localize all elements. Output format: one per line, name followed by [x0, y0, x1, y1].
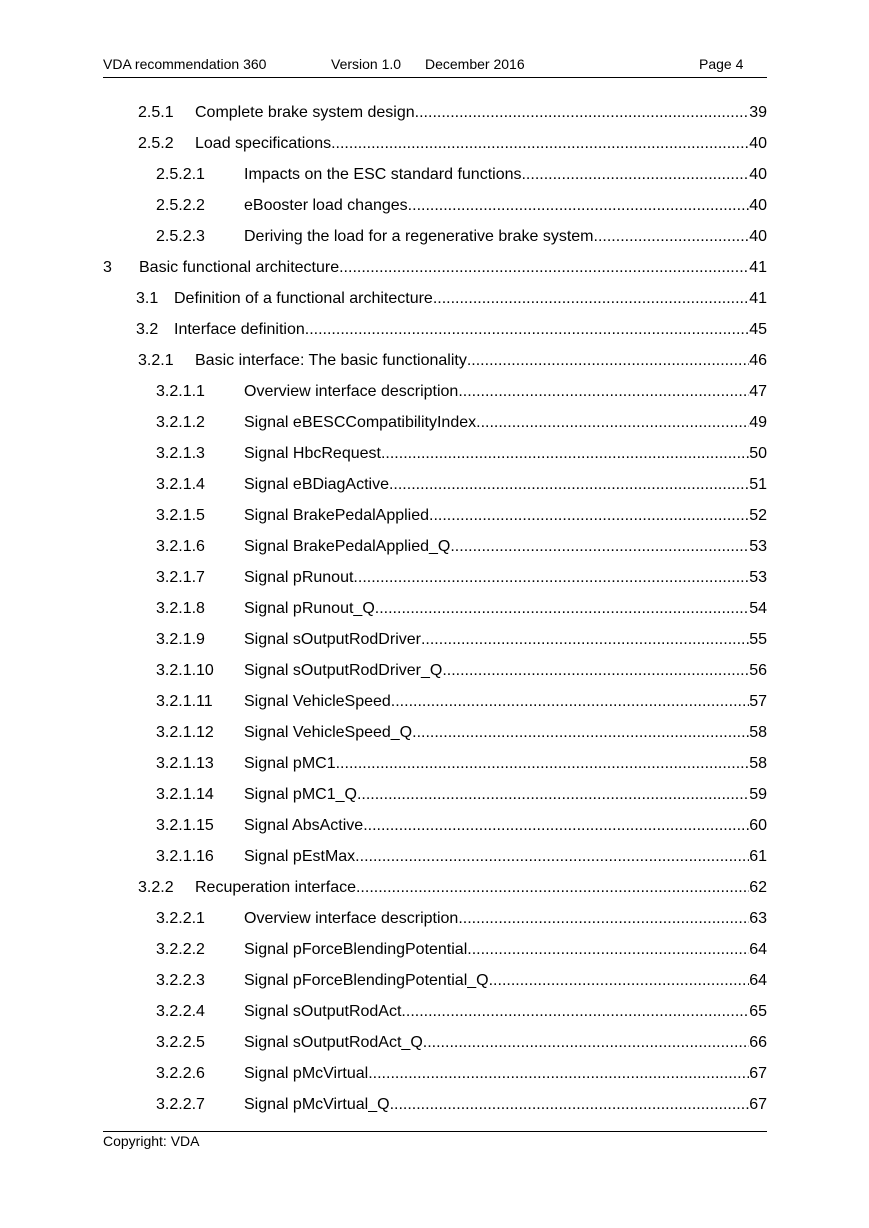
toc-entry[interactable] — [156, 593, 767, 624]
toc-entry-page: 49 — [749, 413, 767, 431]
toc-entry-title-wrap — [244, 538, 749, 556]
toc-entry-title: Interface definition — [174, 320, 305, 338]
toc-entry-page: 39 — [749, 103, 767, 121]
toc-entry-page: 46 — [749, 351, 767, 369]
toc-dot-leader — [489, 972, 750, 990]
toc-entry-page: 47 — [749, 382, 767, 400]
toc-entry-title: Signal pForceBlendingPotential_Q — [244, 971, 489, 989]
toc-entry[interactable] — [156, 500, 767, 531]
toc-dot-leader — [521, 166, 749, 184]
toc-entry-number: 2.5.2.1 — [156, 165, 205, 183]
toc-entry-title-wrap — [244, 1003, 749, 1021]
toc-entry-page: 53 — [749, 537, 767, 555]
toc-entry-title-wrap — [244, 476, 749, 494]
toc-entry-page: 61 — [749, 847, 767, 865]
toc-dot-leader — [421, 631, 749, 649]
toc-entry-number: 3.2.1.14 — [156, 785, 214, 803]
toc-dot-leader — [450, 538, 749, 556]
toc-entry-number: 3 — [103, 258, 112, 276]
toc-entry-number: 3.2.1.10 — [156, 661, 214, 679]
toc-entry-number: 3.2.2.2 — [156, 940, 205, 958]
toc-entry-title: Signal pMcVirtual_Q — [244, 1095, 390, 1113]
toc-dot-leader — [415, 104, 750, 122]
toc-entry-title-wrap — [244, 1034, 749, 1052]
toc-entry-page: 41 — [749, 258, 767, 276]
toc-entry[interactable] — [156, 531, 767, 562]
toc-entry-title-wrap — [244, 848, 749, 866]
toc-entry-title: Signal pForceBlendingPotential — [244, 940, 468, 958]
toc-entry-title-wrap — [244, 941, 749, 959]
footer-copyright: Copyright: VDA — [103, 1133, 200, 1149]
toc-dot-leader — [363, 817, 749, 835]
toc-entry-number: 3.2.1.6 — [156, 537, 205, 555]
toc-entry-title: Signal VehicleSpeed — [244, 692, 391, 710]
toc-dot-leader — [368, 1065, 749, 1083]
toc-entry-number: 3.2.2.4 — [156, 1002, 205, 1020]
toc-entry[interactable] — [156, 996, 767, 1027]
toc-entry-title: Signal pRunout_Q — [244, 599, 375, 617]
toc-entry-number: 2.5.2.2 — [156, 196, 205, 214]
toc-entry-page: 58 — [749, 754, 767, 772]
toc-dot-leader — [389, 476, 749, 494]
toc-entry-number: 3.2.2.6 — [156, 1064, 205, 1082]
toc-entry-title: Definition of a functional architecture — [174, 289, 433, 307]
toc-entry[interactable] — [156, 159, 767, 190]
toc-entry-title: Deriving the load for a regenerative brake system — [244, 227, 594, 245]
toc-entry[interactable] — [138, 872, 767, 903]
toc-entry-number: 3.2.1.9 — [156, 630, 205, 648]
header-document-title: VDA recommendation 360 — [103, 56, 267, 72]
toc-entry-page: 59 — [749, 785, 767, 803]
toc-entry-title: Signal pMC1_Q — [244, 785, 357, 803]
header-date: December 2016 — [425, 56, 525, 72]
toc-entry-title: Signal sOutputRodDriver — [244, 630, 421, 648]
toc-entry-page: 64 — [749, 940, 767, 958]
toc-entry-title: Complete brake system design — [195, 103, 415, 121]
header-page-number: Page 4 — [699, 56, 744, 72]
toc-entry[interactable] — [156, 934, 767, 965]
toc-dot-leader — [423, 1034, 749, 1052]
toc-entry-title-wrap — [244, 600, 749, 618]
header-rule — [103, 77, 767, 78]
toc-entry-title: Signal HbcRequest — [244, 444, 381, 462]
toc-entry[interactable] — [156, 624, 767, 655]
toc-entry[interactable] — [156, 221, 767, 252]
toc-entry[interactable] — [138, 345, 767, 376]
toc-entry-title: Signal eBDiagActive — [244, 475, 389, 493]
toc-entry-page: 40 — [749, 165, 767, 183]
toc-dot-leader — [412, 724, 749, 742]
toc-entry[interactable] — [156, 407, 767, 438]
toc-dot-leader — [467, 941, 749, 959]
toc-entry[interactable] — [156, 841, 767, 872]
toc-entry-title: eBooster load changes — [244, 196, 408, 214]
toc-entry-page: 60 — [749, 816, 767, 834]
toc-entry-title: Impacts on the ESC standard functions — [244, 165, 522, 183]
toc-entry-page: 58 — [749, 723, 767, 741]
toc-entry-page: 54 — [749, 599, 767, 617]
toc-entry[interactable] — [103, 252, 767, 283]
toc-entry-number: 3.2.2.3 — [156, 971, 205, 989]
toc-entry[interactable] — [138, 128, 767, 159]
toc-entry-page: 67 — [749, 1064, 767, 1082]
toc-entry-title: Signal pMcVirtual — [244, 1064, 369, 1082]
toc-entry-title-wrap — [174, 290, 749, 308]
toc-entry-number: 3.2.1.2 — [156, 413, 205, 431]
toc-entry-title-wrap — [244, 662, 749, 680]
toc-entry-title-wrap — [244, 817, 749, 835]
toc-entry-title: Recuperation interface — [195, 878, 356, 896]
toc-entry-title-wrap — [244, 693, 749, 711]
toc-entry-page: 63 — [749, 909, 767, 927]
toc-entry-number: 3.2.1.15 — [156, 816, 214, 834]
toc-entry-number: 3.2.1.11 — [156, 692, 213, 710]
toc-entry-page: 45 — [749, 320, 767, 338]
toc-entry-title-wrap — [244, 445, 749, 463]
toc-dot-leader — [353, 569, 749, 587]
toc-entry-number: 3.1 — [136, 289, 159, 307]
toc-entry-number: 3.2.1.4 — [156, 475, 205, 493]
toc-entry-number: 3.2.1.7 — [156, 568, 205, 586]
toc-entry-page: 53 — [749, 568, 767, 586]
toc-dot-leader — [458, 383, 749, 401]
toc-dot-leader — [433, 290, 749, 308]
toc-dot-leader — [339, 259, 749, 277]
toc-entry[interactable] — [156, 717, 767, 748]
toc-entry[interactable] — [156, 1058, 767, 1089]
toc-entry[interactable] — [138, 97, 767, 128]
toc-dot-leader — [355, 848, 749, 866]
toc-entry-number: 3.2.1.5 — [156, 506, 205, 524]
toc-dot-leader — [467, 352, 749, 370]
toc-entry-title-wrap — [244, 1096, 749, 1114]
toc-entry-page: 40 — [749, 134, 767, 152]
toc-dot-leader — [356, 879, 749, 897]
toc-entry[interactable] — [156, 469, 767, 500]
toc-entry-title: Signal pRunout — [244, 568, 354, 586]
toc-dot-leader — [442, 662, 749, 680]
toc-entry-title-wrap — [139, 259, 749, 277]
toc-entry-number: 2.5.2.3 — [156, 227, 205, 245]
toc-entry[interactable] — [156, 779, 767, 810]
toc-entry-title-wrap — [244, 786, 749, 804]
toc-entry-page: 41 — [749, 289, 767, 307]
toc-dot-leader — [401, 1003, 749, 1021]
toc-entry[interactable] — [156, 748, 767, 779]
toc-entry-page: 62 — [749, 878, 767, 896]
footer-rule — [103, 1131, 767, 1132]
toc-dot-leader — [305, 321, 749, 339]
toc-dot-leader — [458, 910, 749, 928]
toc-entry-number: 3.2.2.5 — [156, 1033, 205, 1051]
toc-entry-page: 50 — [749, 444, 767, 462]
toc-entry[interactable] — [156, 1027, 767, 1058]
toc-entry-number: 3.2.1.1 — [156, 382, 205, 400]
toc-entry-title: Basic functional architecture — [139, 258, 340, 276]
toc-entry-page: 40 — [749, 196, 767, 214]
toc-entry-title-wrap — [244, 910, 749, 928]
toc-entry[interactable] — [136, 314, 767, 345]
toc-dot-leader — [594, 228, 750, 246]
toc-entry-title-wrap — [244, 507, 749, 525]
toc-entry-number: 3.2.1 — [138, 351, 174, 369]
toc-dot-leader — [476, 414, 749, 432]
toc-dot-leader — [391, 693, 749, 711]
toc-entry-page: 56 — [749, 661, 767, 679]
toc-entry-title: Signal VehicleSpeed_Q — [244, 723, 413, 741]
toc-dot-leader — [357, 786, 749, 804]
toc-entry-number: 3.2.1.13 — [156, 754, 214, 772]
toc-entry-title-wrap — [244, 972, 749, 990]
toc-entry[interactable] — [156, 903, 767, 934]
toc-entry[interactable] — [156, 965, 767, 996]
toc-entry-title-wrap — [244, 414, 749, 432]
toc-entry-number: 3.2 — [136, 320, 159, 338]
toc-dot-leader — [429, 507, 749, 525]
toc-dot-leader — [375, 600, 749, 618]
toc-entry-title-wrap — [195, 879, 749, 897]
toc-entry[interactable] — [156, 376, 767, 407]
toc-entry-page: 67 — [749, 1095, 767, 1113]
toc-entry-title: Signal sOutputRodAct_Q — [244, 1033, 423, 1051]
toc-entry-page: 51 — [749, 475, 767, 493]
toc-entry[interactable] — [156, 562, 767, 593]
toc-entry-title-wrap — [244, 569, 749, 587]
toc-entry-title-wrap — [195, 352, 749, 370]
toc-entry-number: 3.2.2.7 — [156, 1095, 205, 1113]
toc-entry-title: Signal BrakePedalApplied_Q — [244, 537, 451, 555]
toc-entry-title: Overview interface description — [244, 909, 459, 927]
toc-entry-title-wrap — [174, 321, 749, 339]
toc-dot-leader — [331, 135, 749, 153]
toc-entry-title-wrap — [244, 383, 749, 401]
toc-entry-number: 2.5.1 — [138, 103, 174, 121]
toc-entry[interactable] — [156, 438, 767, 469]
toc-entry-title: Signal sOutputRodAct — [244, 1002, 402, 1020]
toc-entry-title: Signal BrakePedalApplied — [244, 506, 430, 524]
toc-entry-title: Basic interface: The basic functionality — [195, 351, 467, 369]
toc-dot-leader — [390, 1096, 750, 1114]
toc-entry-title-wrap — [244, 1065, 749, 1083]
toc-entry[interactable] — [156, 190, 767, 221]
toc-entry-title-wrap — [244, 197, 749, 215]
toc-entry-page: 57 — [749, 692, 767, 710]
toc-entry-number: 3.2.2 — [138, 878, 174, 896]
toc-entry-title: Signal AbsActive — [244, 816, 364, 834]
toc-entry-number: 3.2.2.1 — [156, 909, 205, 927]
toc-entry-title-wrap — [244, 166, 749, 184]
toc-entry-number: 2.5.2 — [138, 134, 174, 152]
toc-entry-title-wrap — [244, 724, 749, 742]
toc-entry-title: Signal pMC1 — [244, 754, 336, 772]
toc-entry[interactable] — [156, 1089, 767, 1120]
toc-entry-title: Overview interface description — [244, 382, 459, 400]
toc-entry-title: Signal pEstMax — [244, 847, 356, 865]
toc-entry-title-wrap — [244, 755, 749, 773]
toc-entry-page: 64 — [749, 971, 767, 989]
toc-entry-number: 3.2.1.12 — [156, 723, 214, 741]
toc-entry[interactable] — [136, 283, 767, 314]
toc-entry-number: 3.2.1.16 — [156, 847, 214, 865]
toc-entry-title: Signal eBESCCompatibilityIndex — [244, 413, 477, 431]
toc-dot-leader — [336, 755, 750, 773]
toc-entry-title-wrap — [195, 135, 749, 153]
toc-entry-title-wrap — [244, 631, 749, 649]
toc-entry[interactable] — [156, 810, 767, 841]
toc-entry-title-wrap — [195, 104, 749, 122]
toc-entry-page: 66 — [749, 1033, 767, 1051]
toc-entry-number: 3.2.1.8 — [156, 599, 205, 617]
toc-entry-page: 55 — [749, 630, 767, 648]
header-version: Version 1.0 — [331, 56, 402, 72]
toc-entry-title: Signal sOutputRodDriver_Q — [244, 661, 443, 679]
toc-entry-page: 40 — [749, 227, 767, 245]
toc-entry-title: Load specifications — [195, 134, 332, 152]
toc-entry-page: 65 — [749, 1002, 767, 1020]
toc-entry[interactable] — [156, 686, 767, 717]
toc-dot-leader — [408, 197, 750, 215]
toc-dot-leader — [381, 445, 749, 463]
toc-entry[interactable] — [156, 655, 767, 686]
toc-entry-page: 52 — [749, 506, 767, 524]
toc-entry-number: 3.2.1.3 — [156, 444, 205, 462]
toc-entry-title-wrap — [244, 228, 749, 246]
